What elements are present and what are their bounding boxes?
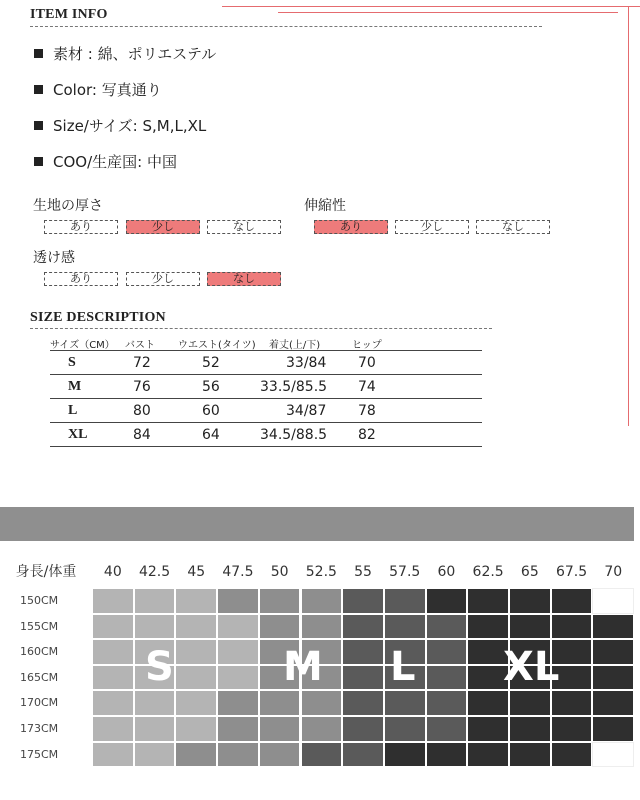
chart-cell (426, 716, 468, 742)
chart-cell (259, 588, 301, 614)
chart-weight-header: 50 (270, 564, 289, 580)
chart-height-label: 165CM (0, 665, 92, 691)
chart-cell (217, 588, 259, 614)
size-row-m (50, 376, 482, 399)
chart-cell (342, 742, 384, 768)
size-header-bust: バスト (125, 340, 155, 351)
chart-cell (551, 716, 593, 742)
item-info-divider (30, 26, 542, 27)
chart-size-letter-s: S (145, 644, 174, 690)
chart-cell (426, 639, 468, 665)
size-cell-hip: 82 (358, 427, 376, 443)
info-bullet-size: Size/サイズ: S,M,L,XL (34, 115, 206, 136)
chart-cell (301, 716, 343, 742)
size-cell-bust: 84 (133, 427, 151, 443)
size-cell-name: XL (68, 427, 88, 442)
chart-cell (175, 742, 217, 768)
size-cell-hip: 70 (358, 355, 376, 371)
size-cell-bust: 72 (133, 355, 151, 371)
chart-cell (551, 690, 593, 716)
chart-height-label: 170CM (0, 690, 92, 716)
size-cell-length: 34.5/88.5 (260, 427, 328, 443)
size-cell-hip: 74 (358, 379, 376, 395)
size-cell-waist: 56 (202, 379, 220, 395)
thickness-option-sukoshi: 少し (126, 220, 200, 234)
size-cell-waist: 52 (202, 355, 220, 371)
chart-cell (134, 614, 176, 640)
stretch-option-sukoshi: 少し (395, 220, 469, 234)
chart-cell (175, 716, 217, 742)
stretch-option-nashi: なし (476, 220, 550, 234)
chart-cell (384, 614, 426, 640)
chart-weight-header: 70 (604, 564, 623, 580)
chart-cell (342, 665, 384, 691)
size-row-s (50, 352, 482, 375)
chart-cell (175, 614, 217, 640)
size-header-underline (50, 350, 482, 351)
chart-cell (217, 742, 259, 768)
sheer-option-sukoshi: 少し (126, 272, 200, 286)
chart-cell (509, 742, 551, 768)
chart-weight-header: 40 (103, 564, 122, 580)
stretch-option-ari: あり (314, 220, 388, 234)
chart-cell (301, 690, 343, 716)
chart-cell (301, 588, 343, 614)
chart-weight-header: 67.5 (555, 564, 588, 580)
sheer-label: 透け感 (33, 250, 75, 266)
chart-cell (509, 716, 551, 742)
chart-cell (384, 690, 426, 716)
chart-cell (217, 665, 259, 691)
chart-cell (175, 588, 217, 614)
size-cell-length: 33.5/85.5 (260, 379, 328, 395)
chart-cell (342, 588, 384, 614)
size-cell-hip: 78 (358, 403, 376, 419)
chart-cell (342, 639, 384, 665)
bullet-square-icon (34, 157, 43, 166)
size-cell-name: L (68, 403, 78, 418)
chart-cell (426, 614, 468, 640)
chart-size-letter-xl: XL (503, 644, 560, 690)
chart-cell (342, 716, 384, 742)
chart-size-letter-l: L (390, 644, 416, 690)
size-header-size: サイズ（CM） (50, 340, 115, 351)
chart-cell (259, 716, 301, 742)
size-header-hip: ヒップ (352, 340, 382, 351)
size-cell-bust: 80 (133, 403, 151, 419)
chart-cell (426, 690, 468, 716)
sheer-option-ari: あり (44, 272, 118, 286)
chart-cell (134, 690, 176, 716)
chart-cell (217, 639, 259, 665)
chart-weight-header: 55 (354, 564, 372, 580)
frame-line-top (222, 6, 640, 7)
chart-cell (467, 742, 509, 768)
chart-weight-header: 47.5 (222, 564, 254, 580)
chart-cell (426, 665, 468, 691)
chart-cell (592, 716, 634, 742)
chart-cell (509, 588, 551, 614)
chart-cell (175, 639, 217, 665)
size-cell-length: 33/84 (286, 355, 327, 371)
chart-cell (134, 742, 176, 768)
size-cell-name: M (68, 379, 82, 394)
frame-line-right (628, 6, 629, 426)
size-cell-waist: 60 (202, 403, 220, 419)
chart-cell (384, 588, 426, 614)
chart-cell (467, 614, 509, 640)
thickness-option-ari: あり (44, 220, 118, 234)
chart-height-label: 160CM (0, 639, 92, 665)
chart-cell (92, 614, 134, 640)
chart-cell (551, 742, 593, 768)
thickness-option-nashi: なし (207, 220, 281, 234)
chart-cell (592, 614, 634, 640)
chart-cell (592, 588, 634, 614)
bullet-square-icon (34, 85, 43, 94)
chart-cell (217, 716, 259, 742)
chart-cell (426, 742, 468, 768)
chart-cell (217, 690, 259, 716)
chart-cell (384, 716, 426, 742)
chart-height-label: 175CM (0, 742, 92, 768)
chart-height-label: 150CM (0, 588, 92, 614)
chart-cell (592, 742, 634, 768)
stretch-label: 伸縮性 (304, 198, 346, 214)
chart-cell (134, 716, 176, 742)
chart-cell (467, 690, 509, 716)
chart-height-label: 155CM (0, 614, 92, 640)
chart-cell (342, 614, 384, 640)
chart-cell (467, 716, 509, 742)
size-header-waist: ウエスト(タイツ) (178, 340, 256, 351)
chart-cell (592, 665, 634, 691)
chart-cell (92, 665, 134, 691)
chart-cell (217, 614, 259, 640)
size-description-divider (30, 328, 492, 329)
chart-cell (301, 742, 343, 768)
chart-cell (259, 690, 301, 716)
chart-cell (92, 588, 134, 614)
info-bullet-material: 素材 : 綿、ポリエステル (34, 43, 216, 64)
size-description-title: SIZE DESCRIPTION (30, 310, 166, 325)
chart-cell (551, 588, 593, 614)
chart-cell (426, 588, 468, 614)
chart-cell (92, 742, 134, 768)
chart-cell (92, 639, 134, 665)
chart-cell (592, 690, 634, 716)
chart-cell (92, 690, 134, 716)
frame-line-top-inner (278, 12, 618, 13)
sheer-option-nashi: なし (207, 272, 281, 286)
chart-cell (342, 690, 384, 716)
chart-cell (134, 588, 176, 614)
chart-cell (175, 690, 217, 716)
chart-cell (92, 716, 134, 742)
chart-weight-header: 60 (437, 564, 456, 580)
size-row-l (50, 400, 482, 423)
chart-cell (467, 588, 509, 614)
size-cell-name: S (68, 355, 76, 370)
chart-size-letter-m: M (283, 644, 323, 690)
chart-cell (592, 639, 634, 665)
chart-weight-header: 42.5 (138, 564, 171, 580)
chart-corner-label: 身長/体重 (15, 564, 77, 580)
chart-cell (301, 614, 343, 640)
size-cell-waist: 64 (202, 427, 220, 443)
chart-cell (509, 614, 551, 640)
chart-height-label: 173CM (0, 716, 92, 742)
size-row-xl (50, 424, 482, 447)
chart-cell (259, 742, 301, 768)
size-cell-length: 34/87 (286, 403, 327, 419)
chart-cell (384, 742, 426, 768)
chart-cell (259, 614, 301, 640)
info-bullet-color: Color: 写真通り (34, 79, 162, 100)
size-cell-bust: 76 (133, 379, 151, 395)
chart-cell (175, 665, 217, 691)
chart-cell (551, 614, 593, 640)
section-divider-band (0, 507, 634, 541)
info-bullet-origin: COO/生産国: 中国 (34, 151, 177, 172)
item-info-title: ITEM INFO (30, 7, 108, 22)
chart-weight-header: 57.5 (389, 564, 421, 580)
chart-weight-header: 45 (187, 564, 206, 580)
bullet-square-icon (34, 49, 43, 58)
chart-weight-header: 52.5 (305, 564, 337, 580)
thickness-label: 生地の厚さ (33, 198, 103, 214)
chart-cell (509, 690, 551, 716)
chart-weight-header: 65 (520, 564, 539, 580)
size-header-length: 着丈(上/下) (269, 340, 321, 351)
bullet-square-icon (34, 121, 43, 130)
chart-weight-header: 62.5 (472, 564, 504, 580)
